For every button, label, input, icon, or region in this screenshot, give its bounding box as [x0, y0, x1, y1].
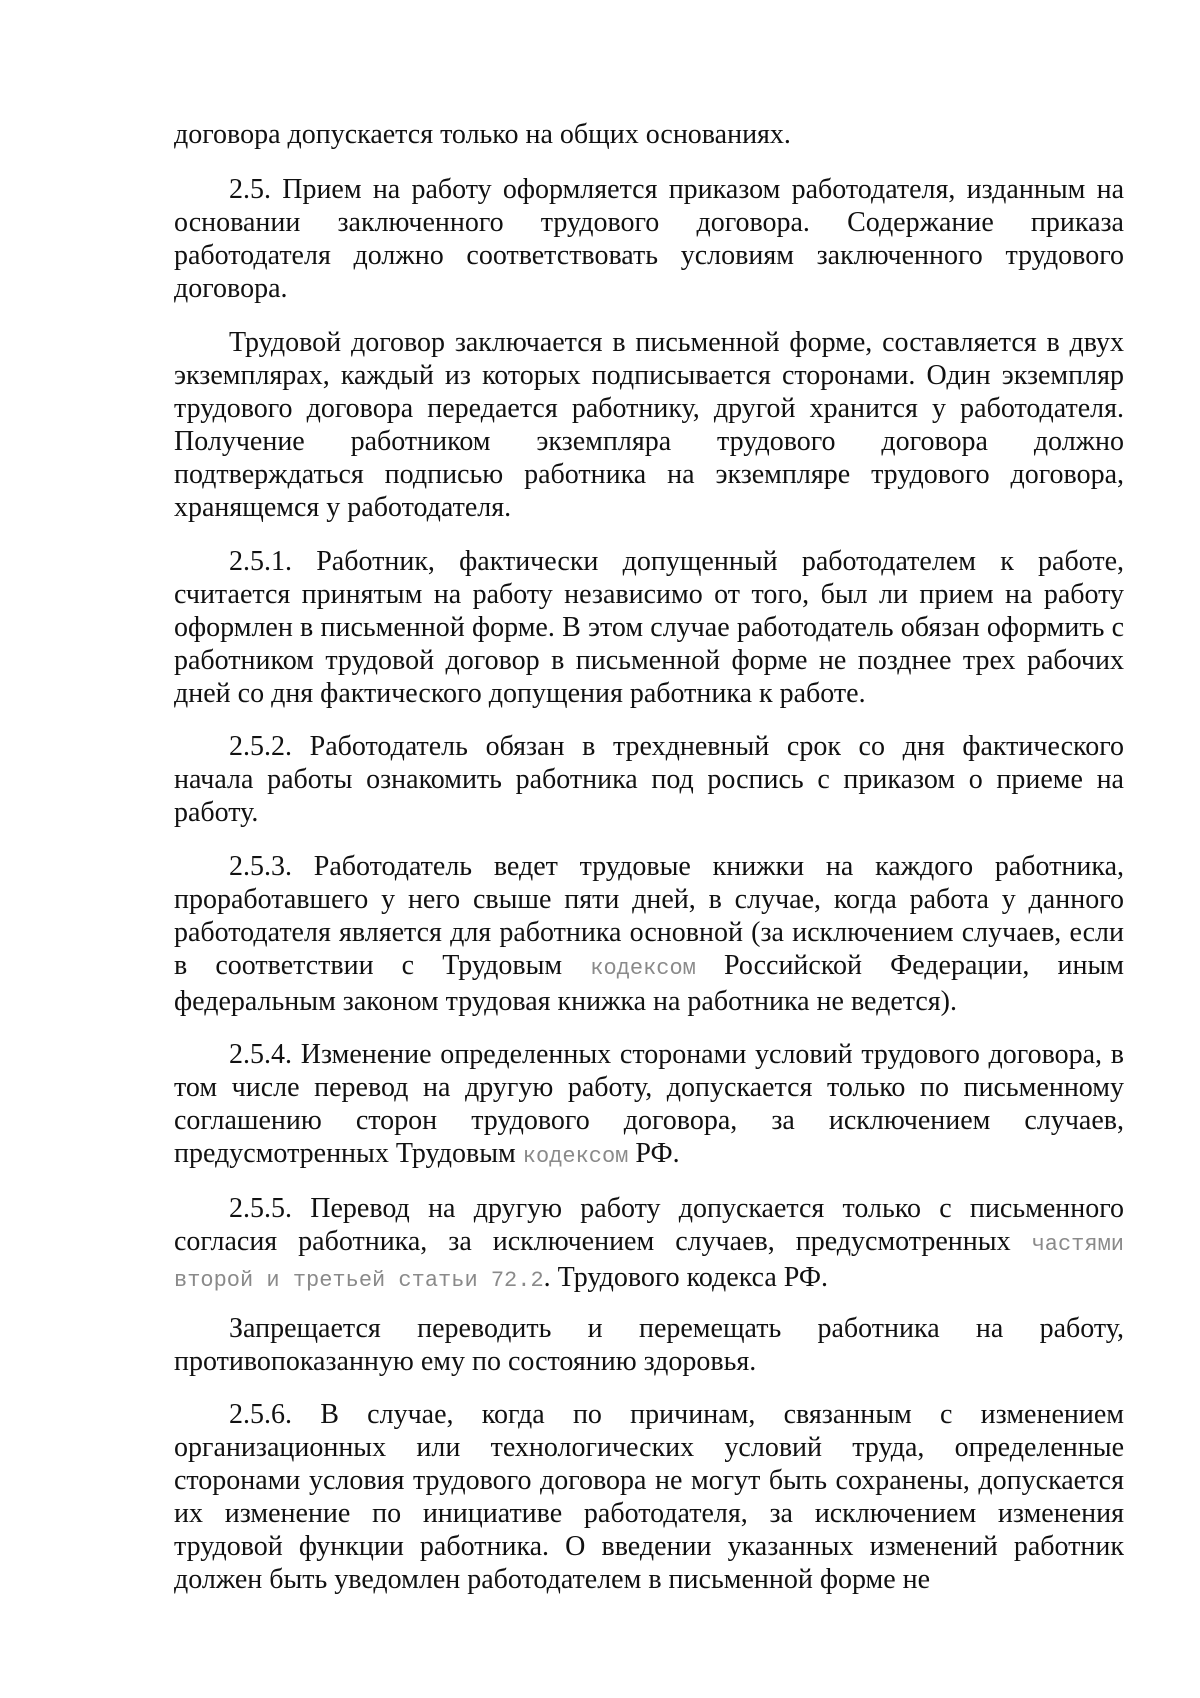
paragraph-2-5-1: 2.5.1. Работник, фактически допущенный работодателем к работе, считается принятым на работу независимо от того, был ли прием на работу оформлен в письменной форме. В этом случае работодатель обязан оформить с работником трудовой договор в письменной форме не позднее трех рабочих дней со дня фактического допущения работника к работе.	[174, 546, 1124, 709]
paragraph-2-5-4	[174, 1038, 1124, 1173]
paragraph-2-5-5-text-a: 2.5.5. Перевод на другую работу допускается только с письменного согласия работника, за исключением случаев, предусмотренных	[174, 1193, 1124, 1257]
paragraph-2-5-6: 2.5.6. В случае, когда по причинам, связанным с изменением организационных или технологических условий труда, определенные сторонами условия трудового договора не могут быть сохранены, допускается их изменение по инициативе работодателя, за исключением изменения трудовой функции работника. О введении указанных изменений работник должен быть уведомлен работодателем в письменной форме не	[174, 1399, 1124, 1595]
article-72-2-link[interactable]: частями второй и третьей статьи 72.2	[174, 1232, 1124, 1293]
labor-code-link[interactable]: кодексом	[522, 1144, 629, 1169]
paragraph-2-5-3	[174, 850, 1124, 1018]
paragraph-2-5-3-text-b: Российской Федерации, иным федеральным законом трудовая книжка на работника не ведется).	[174, 950, 1124, 1017]
paragraph-labor-contract: Трудовой договор заключается в письменной форме, составляется в двух экземплярах, каждый из которых подписывается сторонами. Один экземпляр трудового договора передается работнику, другой хранится у работодателя. Получение работником экземпляра трудового договора должно подтверждаться подписью работника на экземпляре трудового договора, хранящемся у работодателя.	[174, 327, 1124, 523]
paragraph-2-5-5	[174, 1192, 1124, 1297]
paragraph-2-5-3-text-a: 2.5.3. Работодатель ведет трудовые книжки на каждого работника, проработавшего у него свыше пяти дней, в случае, когда работа у данного работодателя является для работника основной (за исключением случаев, если в соответствии с Трудовым	[174, 851, 1124, 981]
paragraph-2-5: 2.5. Прием на работу оформляется приказом работодателя, изданным на основании заключенного трудового договора. Содержание приказа работодателя должно соответствовать условиям заключенного трудового договора.	[174, 174, 1124, 304]
paragraph-2-5-2: 2.5.2. Работодатель обязан в трехдневный срок со дня фактического начала работы ознакомить работника под роспись с приказом о приеме на работу.	[174, 731, 1124, 828]
paragraph-prohibition: Запрещается переводить и перемещать работника на работу, противопоказанную ему по состоянию здоровья.	[174, 1313, 1124, 1377]
paragraph-2-5-4-text-a: 2.5.4. Изменение определенных сторонами условий трудового договора, в том числе перевод на другую работу, допускается только по письменному соглашению сторон трудового договора, за исключением случаев, предусмотренных Трудовым	[174, 1039, 1124, 1169]
paragraph-2-5-5-text-b: . Трудового кодекса РФ.	[543, 1262, 829, 1293]
paragraph-2-5-4-text-b: РФ.	[628, 1138, 680, 1169]
paragraph-continuation: договора допускается только на общих основаниях.	[174, 119, 791, 150]
labor-code-link[interactable]: кодексом	[590, 956, 696, 981]
